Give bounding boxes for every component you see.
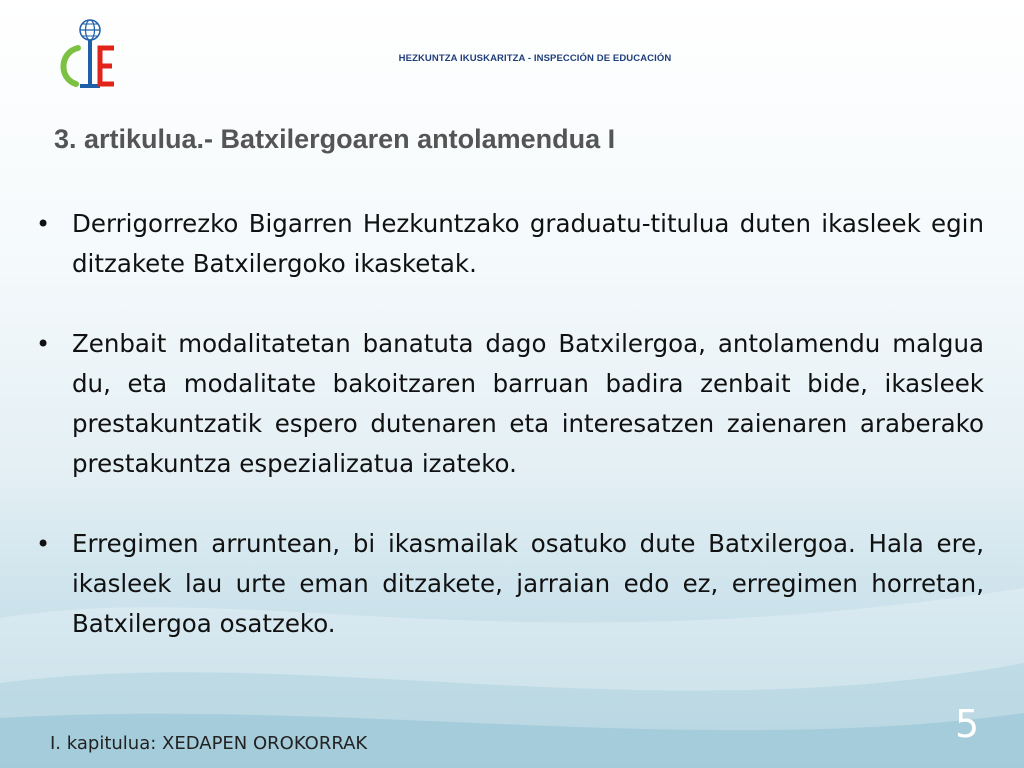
slide-content-list: [34, 204, 984, 684]
education-inspection-logo: [52, 18, 122, 94]
page-number: 5: [955, 702, 980, 746]
education-inspection-logo-icon: [52, 18, 122, 94]
organization-header: HEZKUNTZA IKUSKARITZA - INSPECCIÓN DE EDUCACIÓN: [398, 53, 672, 64]
bullet-item: • Zenbait modalitatetan banatuta dago Batxilergoa, antolamendu malgua du, eta modalitate bakoitzaren barruan badira zenbait bide, ikasleek prestakuntzatik espero dutenaren eta interesatzen zaienaren araberako prestakuntza espezializatua izateko.: [34, 324, 984, 484]
slide-title: 3. artikulua.- Batxilergoaren antolamendua I: [54, 124, 616, 154]
bullet-item: • Erregimen arruntean, bi ikasmailak osatuko dute Batxilergoa. Hala ere, ikasleek lau urte eman ditzakete, jarraian edo ez, erregimen horretan, Batxilergoa osatzeko.: [34, 524, 984, 644]
bullet-item: • Derrigorrezko Bigarren Hezkuntzako graduatu-titulua duten ikasleek egin ditzakete Batxilergoko ikasketak.: [34, 204, 984, 284]
chapter-footer: I. kapitulua: XEDAPEN OROKORRAK: [50, 733, 368, 754]
